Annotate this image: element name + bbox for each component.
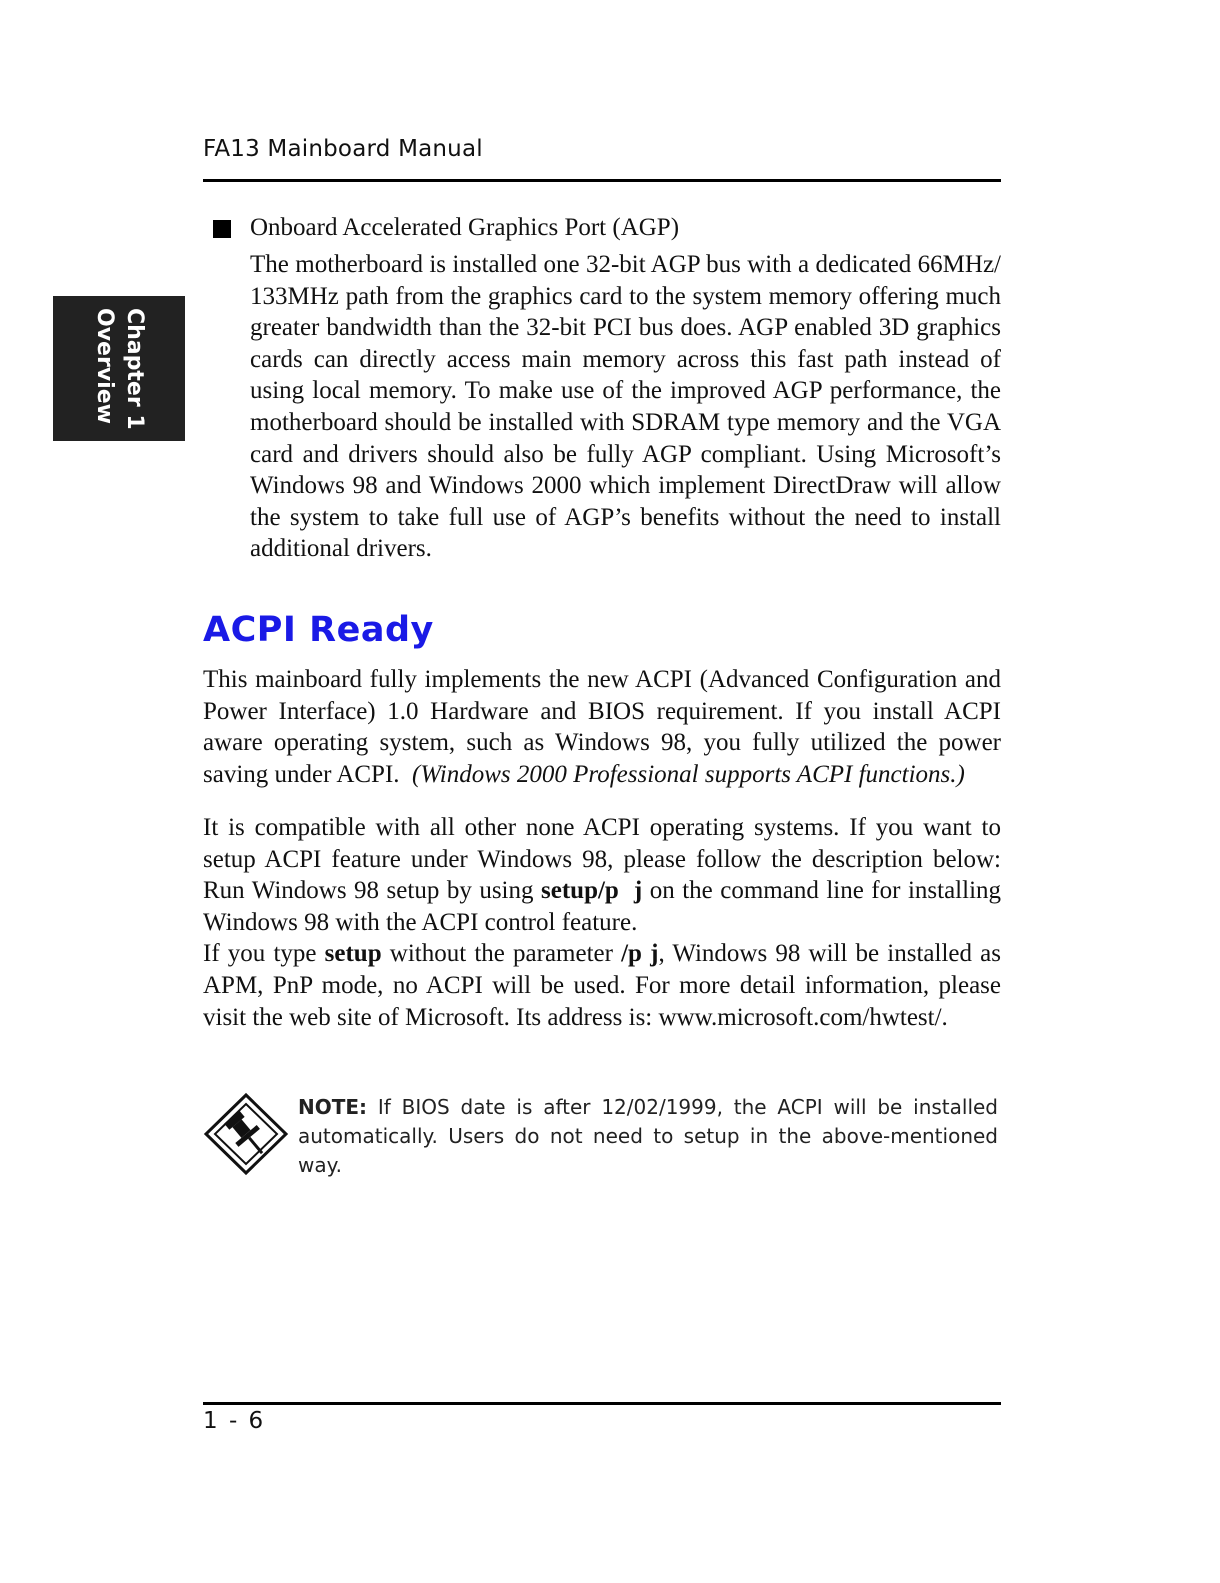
chapter-tab-number: Chapter 1 [122, 308, 147, 430]
acpi-p3-text-c: , Windows 98 will be installed as APM, PnP mode, no ACPI will be used. For more detail information, please visit the web site of Microsoft. Its address is: www.microsoft.com/hwtest/. [203, 940, 1001, 1031]
bullet-square-icon [213, 220, 231, 238]
acpi-paragraph-2 [203, 812, 1001, 1033]
note-label: NOTE: [298, 1095, 368, 1119]
acpi-setup-command: setup/p j [541, 877, 643, 905]
acpi-setup-keyword: setup [324, 940, 382, 968]
chapter-tab [53, 296, 185, 441]
acpi-parameter: /p j [621, 940, 659, 968]
chapter-tab-title: Overview [92, 308, 117, 424]
acpi-p2-text-a: It is compatible with all other none ACPI operating systems. If you want to setup ACPI feature under Windows 98, please follow the description below: Run Windows 98 setup by using [203, 814, 1001, 905]
acpi-p3-text-a: If you type [203, 940, 317, 968]
note-body: If BIOS date is after 12/02/1999, the ACPI will be installed automatically. Users do not need to setup in the above-mentioned way. [298, 1095, 999, 1177]
agp-paragraph: The motherboard is installed one 32-bit AGP bus with a dedicated 66MHz/ 133MHz path from the graphics card to the system memory offering much greater bandwidth than the 32-bit PCI bus does. AGP enabled 3D graphics cards can directly access main memory across this fast path instead of using local memory. To make use of the improved AGP performance, the motherboard should be installed with SDRAM type memory and the VGA card and drivers should also be fully AGP compliant. Using Microsoft’s Windows 98 and Windows 2000 which implement DirectDraw will allow the system to take full use of AGP’s benefits without the need to install additional drivers. [250, 251, 1001, 563]
page-number: 1 - 6 [203, 1408, 266, 1434]
section-heading: ACPI Ready [203, 610, 434, 650]
acpi-p1-italic-note: (Windows 2000 Professional supports ACPI functions.) [412, 760, 965, 788]
pushpin-icon [203, 1092, 289, 1176]
manual-title: FA13 Mainboard Manual [203, 136, 483, 162]
acpi-paragraph-1 [203, 664, 1001, 790]
note-text [298, 1093, 998, 1180]
acpi-p1-text: This mainboard fully implements the new ACPI (Advanced Configuration and Power Interface) 1.0 Hardware and BIOS requirement. If you install ACPI aware operating system, such as Windows 98, you fully utilized the power saving under ACPI. [203, 666, 1001, 788]
header-rule [203, 179, 1001, 182]
acpi-p3-text-b: without the parameter [389, 940, 613, 968]
footer-rule [203, 1402, 1001, 1405]
acpi-p2-text-b: on the command line for installing Windows 98 with the ACPI control feature. [203, 877, 1002, 936]
agp-title: Onboard Accelerated Graphics Port (AGP) [250, 214, 680, 241]
